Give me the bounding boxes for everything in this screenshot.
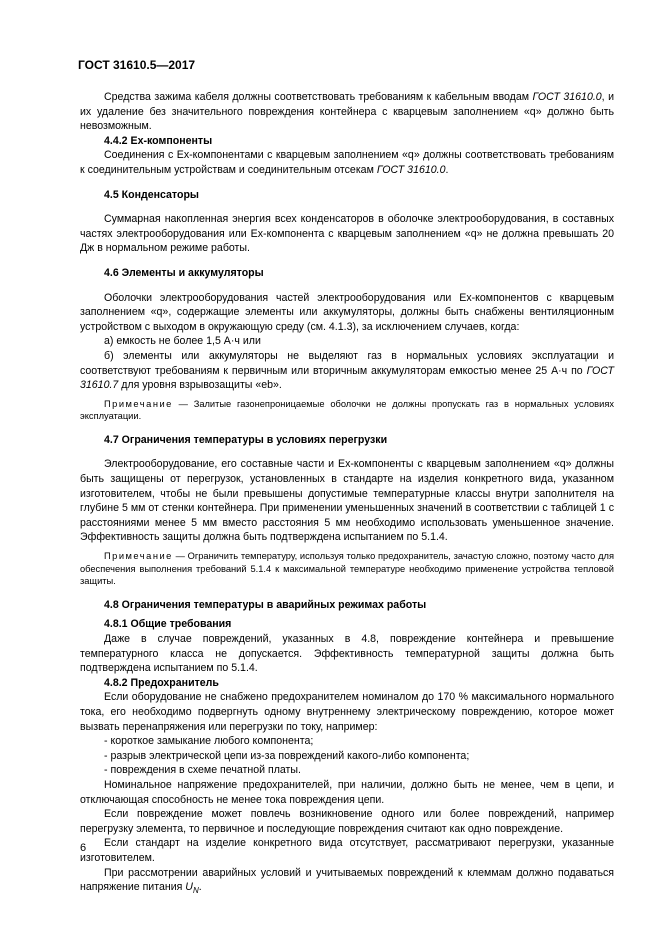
paragraph-overload: Электрооборудование, его составные части и Ex-компоненты с кварцевым заполнением «q» должны быть защищены от перегрузок, установленных в стандарте на изделия конкретного вида, указанном изготовителем, чтобы не были превышены допустимые температурные классы внутри заполнителя на глубине 5 мм от стенки контейнера. При применении уменьшенных значений в соответствии с таблицей 1 с расстояниями менее 5 мм вместо расстояния 5 мм необходимо использовать уменьшенное значение. Эффективность защиты должна быть подтверждена испытанием по 5.1.4. [80,458,614,544]
heading-4-8: 4.8 Ограничения температуры в аварийных режимах работы [104,598,427,611]
voltage-subscript: N [192,886,199,896]
heading-4-5: 4.5 Конденсаторы [104,188,199,201]
list-item: - повреждения в схеме печатной платы. [104,764,301,777]
heading-4-7: 4.7 Ограничения температуры в условиях перегрузки [104,433,388,446]
paragraph-batteries: Оболочки электрооборудования частей электрооборудования или Ex-компонентов с кварцевым заполнением «q», содержащие элементы или аккумуляторы, должны быть снабжены вентиляционным устройством с выходом в окружающую среду (см. 4.1.3), за исключением случаев, когда: [80,291,614,333]
paragraph-ex-components: Соединения с Ex-компонентами с кварцевым заполнением «q» должны соответствовать требованиям к соединительным устройствам и соединительным отсекам ГОСТ 31610.0. [80,149,614,176]
heading-4-4-2: 4.4.2 Ex-компоненты [104,134,213,147]
paragraph-multiple-damage: Если повреждение может повлечь возникновение одного или более повреждений, например перегрузку элемента, то первичное и последующие повреждения считают как одно повреждение. [80,808,614,835]
list-item-a: а) емкость не более 1,5 А·ч или [104,335,261,348]
heading-4-8-2: 4.8.2 Предохранитель [104,676,219,689]
standard-reference: ГОСТ 31610.0 [532,91,602,103]
note-label: Примечание [104,398,173,409]
paragraph-capacitors: Суммарная накопленная энергия всех конденсаторов в оболочке электрооборудования, в составных частях электрооборудования или Ex-компонента с кварцевым заполнением «q» не должна превышать 20 Дж в нормальном режиме работы. [80,213,614,255]
note-4-7: Примечание — Ограничить температуру, используя только предохранитель, зачастую сложно, поэтому часто для обеспечения выполнения требований 5.1.4 к максимальной температуре необходимо применение устройства тепловой защиты. [80,551,614,587]
standard-reference: ГОСТ 31610.7 [80,364,614,392]
list-item: - короткое замыкание любого компонента; [104,735,314,748]
heading-4-8-1: 4.8.1 Общие требования [104,618,232,631]
document-header: ГОСТ 31610.5—2017 [78,58,196,72]
paragraph-fuse: Если оборудование не снабжено предохранителем номиналом до 170 % максимального нормального тока, его необходимо подвергнуть одному внутреннему электрическому повреждению, которое может вызвать перенапряжения или перегрузки по току, например: [80,691,614,733]
document-body [80,90,614,895]
list-item-b: б) элементы или аккумуляторы не выделяют газ в нормальных условиях эксплуатации и соответствуют требованиям к первичным или вторичным аккумуляторам емкостью менее 25 А·ч по ГОСТ 31610.7 для уровня взрывозащиты «eb». [80,349,614,392]
paragraph-supply-voltage: При рассмотрении аварийных условий и учитываемых повреждений к клеммам должно подаваться напряжение питания $U_N$. [80,866,614,896]
note-4-6: Примечание — Залитые газонепроницаемые оболочки не должны пропускать газ в нормальных условиях эксплуатации. [80,398,614,422]
standard-reference: ГОСТ 31610.0 [376,163,446,176]
page-number: 6 [80,842,87,854]
paragraph-cable-clamps: Средства зажима кабеля должны соответствовать требованиям к кабельным вводам ГОСТ 31610.0, и их удаление без значительного повреждения контейнера с кварцевым заполнением «q» должно быть невозможным. [80,91,614,133]
paragraph-no-standard: Если стандарт на изделие конкретного вида отсутствует, рассматривают перегрузки, указанные изготовителем. [80,837,614,864]
voltage-symbol: U [185,881,193,894]
paragraph-general-requirements: Даже в случае повреждений, указанных в 4.8, повреждение контейнера и превышение температурного класса не допускается. Эффективность температурной защиты должна быть подтверждена испытанием по 5.1.4. [80,633,614,675]
note-label: Примечание [104,551,173,562]
paragraph-fuse-voltage: Номинальное напряжение предохранителей, при наличии, должно быть не менее, чем в цепи, и отключающая способность не менее тока повреждения цепи. [80,778,614,806]
list-item: - разрыв электрической цепи из-за повреждений какого-либо компонента; [104,749,470,762]
heading-4-6: 4.6 Элементы и аккумуляторы [104,266,264,279]
